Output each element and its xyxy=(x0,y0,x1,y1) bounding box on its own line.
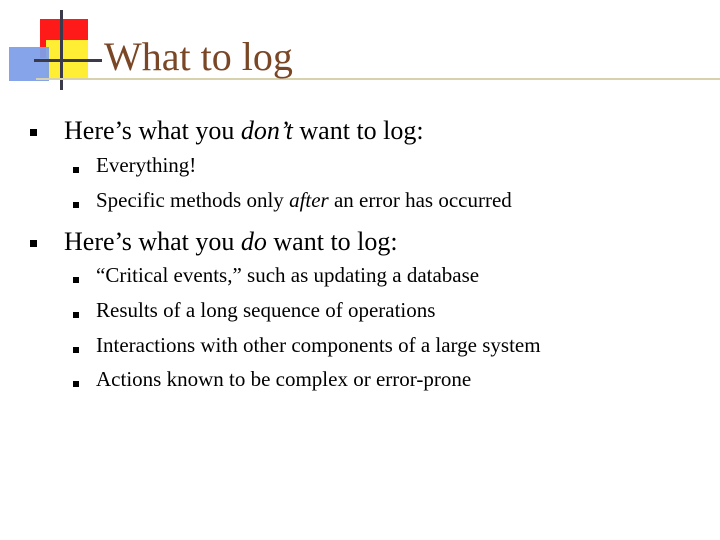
bullet-icon xyxy=(30,240,37,247)
list-item xyxy=(96,366,471,392)
item-text: Actions known to be complex or error-prone xyxy=(96,367,472,391)
item-text: an error has occurred xyxy=(328,188,512,212)
bullet-icon xyxy=(73,381,79,387)
logo-horizontal-line xyxy=(34,59,102,62)
list-item xyxy=(96,262,479,288)
section-heading-do xyxy=(64,226,398,258)
bullet-icon xyxy=(73,277,79,283)
heading-emphasis: don’t xyxy=(240,116,293,145)
item-text: Interactions with other components of a large system xyxy=(96,333,541,357)
bullet-icon xyxy=(30,129,37,136)
heading-text: Here’s what you xyxy=(64,227,241,256)
list-item xyxy=(96,152,196,178)
item-text: Specific methods only xyxy=(96,188,290,212)
heading-text: want to log: xyxy=(292,116,424,145)
heading-text: Here’s what you xyxy=(64,116,241,145)
item-text: Everything! xyxy=(96,153,197,177)
slide-title: What to log xyxy=(104,34,293,79)
list-item xyxy=(96,297,435,323)
bullet-icon xyxy=(73,347,79,353)
slide-logo xyxy=(0,0,100,100)
heading-emphasis: do xyxy=(240,227,267,256)
bullet-icon xyxy=(73,312,79,318)
heading-text: want to log: xyxy=(266,227,398,256)
item-emphasis: after xyxy=(289,188,329,212)
list-item xyxy=(96,332,541,358)
bullet-icon xyxy=(73,202,79,208)
bullet-icon xyxy=(73,167,79,173)
logo-blue-block xyxy=(9,47,49,81)
section-heading-dont xyxy=(64,115,424,147)
list-item xyxy=(96,187,512,213)
item-text: “Critical events,” such as updating a database xyxy=(96,263,480,287)
item-text: Results of a long sequence of operations xyxy=(96,298,436,322)
